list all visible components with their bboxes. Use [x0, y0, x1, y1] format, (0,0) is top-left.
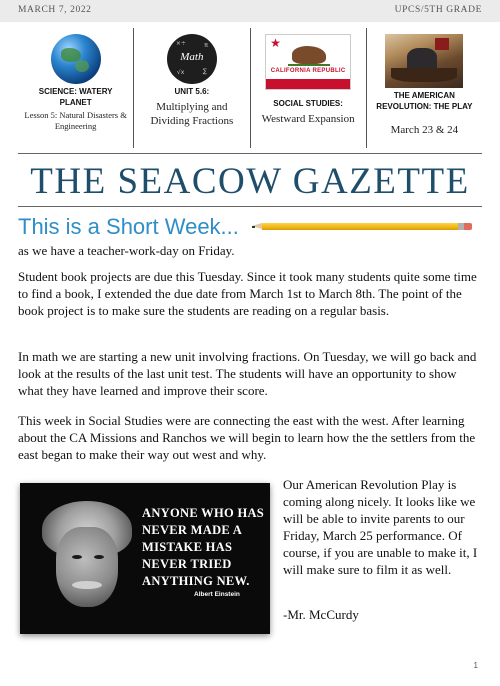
- article-paragraph: In math we are starting a new unit involving fractions. On Tuesday, we will go back and look at the results of the last unit test. The students will have an opportunity to show what they have learned and improve their score.: [18, 349, 477, 398]
- feature-social-studies: [250, 28, 366, 148]
- article-paragraph: This week in Social Studies were are connecting the east with the west. After learning about the CA Missions and Ranchos we will begin to learn how the the settlers from the east began to make their way out west and why.: [18, 413, 476, 462]
- math-chalkboard-icon: ×÷ π Math √x ∑: [167, 34, 217, 84]
- feature-strip: [18, 28, 482, 148]
- einstein-portrait: [38, 501, 134, 623]
- quote-text: ANYONE WHO HAS NEVER MADE A MISTAKE HAS NEVER TRIED ANYTHING NEW.: [142, 506, 265, 588]
- feature-science-sub: Lesson 5: Natural Disasters & Engineering: [24, 110, 127, 131]
- feature-science: [18, 28, 133, 148]
- feature-social-sub: Westward Expansion: [261, 113, 355, 125]
- article-paragraph: as we have a teacher-work-day on Friday.: [18, 243, 235, 258]
- school-grade: UPCS/5TH GRADE: [394, 5, 482, 15]
- header-bar: [0, 0, 500, 22]
- einstein-quote-image: [20, 483, 270, 634]
- issue-date: MARCH 7, 2022: [18, 5, 92, 15]
- california-flag-icon: ★ CALIFORNIA REPUBLIC: [265, 34, 351, 90]
- feature-play-heading: THE AMERICAN REVOLUTION: THE PLAY: [376, 91, 473, 111]
- feature-math-sub: Multiplying and Dividing Fractions: [150, 101, 234, 127]
- pencil-icon: [252, 223, 472, 230]
- masthead-rule-top: [18, 153, 482, 154]
- signature: -Mr. McCurdy: [283, 607, 359, 622]
- play-update-text: Our American Revolution Play is coming along nicely. It looks like we will be able to invite parents to our Friday, March 25 performance. Of course, if you are unable to make it, I will make sure to film it as well.: [283, 477, 478, 577]
- masthead-rule-bottom: [18, 206, 482, 207]
- feature-social-heading: SOCIAL STUDIES:: [273, 99, 343, 108]
- revolution-painting-icon: [385, 34, 463, 88]
- feature-play: [366, 28, 482, 148]
- quote-author: Albert Einstein: [194, 591, 240, 598]
- bear-icon: [292, 46, 326, 64]
- page-number: 1: [473, 661, 478, 670]
- feature-play-sub: March 23 & 24: [390, 124, 459, 136]
- math-icon-text: Math: [180, 51, 204, 63]
- earth-globe-icon: [51, 34, 101, 84]
- masthead-title: THE SEACOW GAZETTE: [30, 161, 470, 202]
- article-paragraph: Student book projects are due this Tuesday. Since it took many students quite some time to find a book, I extended the due date from March 1st to March 8th. The point of the book project is to make sure the students are reading on a regular basis.: [18, 269, 477, 318]
- feature-math: [133, 28, 249, 148]
- article-headline: This is a Short Week...: [18, 214, 239, 239]
- flag-text: CALIFORNIA REPUBLIC: [270, 68, 346, 74]
- feature-science-heading: SCIENCE: WATERY PLANET: [38, 87, 113, 107]
- feature-math-heading: UNIT 5.6:: [174, 87, 210, 96]
